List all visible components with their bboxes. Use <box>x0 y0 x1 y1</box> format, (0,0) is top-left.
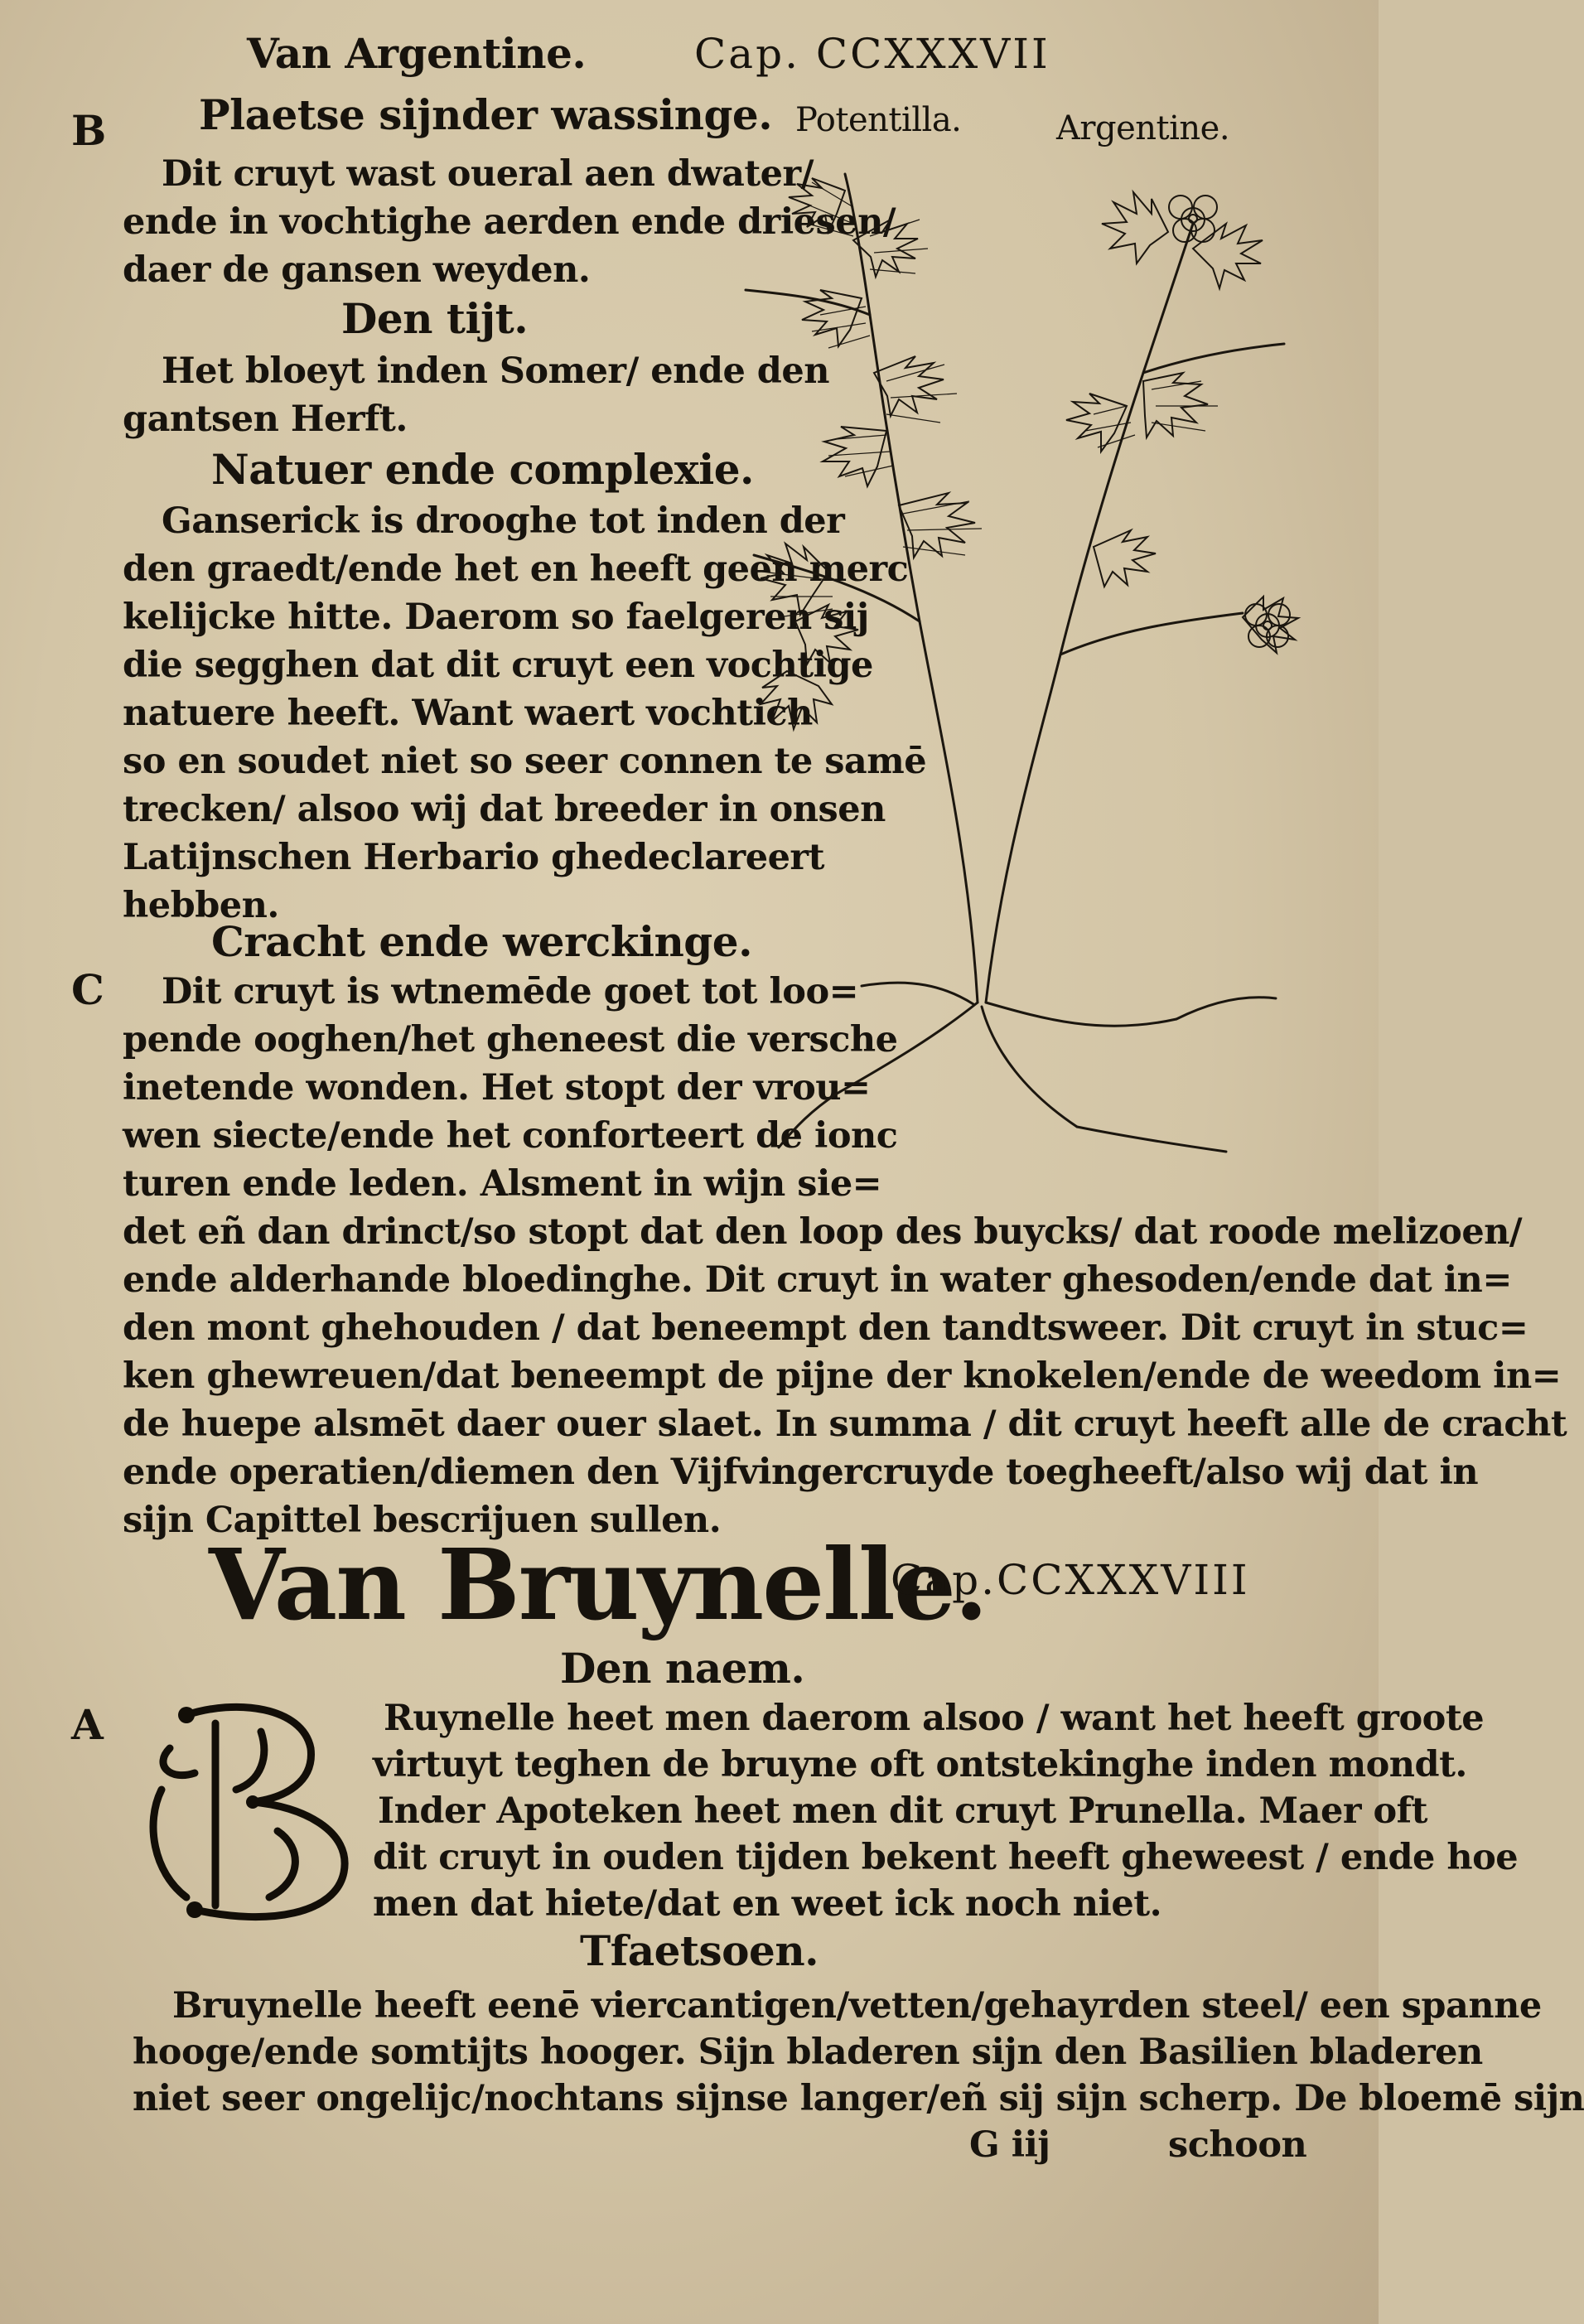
plant-latin-name: Potentilla. <box>795 101 962 139</box>
plant-woodcut-illustration <box>729 157 1301 1168</box>
nature-line: den graedt/ende het en heeft geen merc <box>123 548 909 590</box>
section-title: Van Bruynelle. <box>209 1527 987 1642</box>
name-line: Inder Apoteken heet men dit cruyt Prunella. Maer oft <box>378 1790 1428 1832</box>
place-line: ende in vochtighe aerden ende driesen/ <box>123 201 896 243</box>
nature-line: hebben. <box>123 885 279 926</box>
plant-vernacular-name: Argentine. <box>1056 109 1230 147</box>
place-line: daer de gansen weyden. <box>123 249 591 291</box>
shape-line: Bruynelle heeft eenē viercantigen/vetten/gehayrden steel/ een spanne <box>172 1985 1542 2027</box>
nature-line: Latijnschen Herbario ghedeclareert <box>123 837 824 878</box>
decorated-initial-glyph <box>137 1690 369 1930</box>
name-line: dit cruyt in ouden tijden bekent heeft gheweest / ende hoe <box>373 1837 1519 1878</box>
power-line: inetende wonden. Het stopt der vrou= <box>123 1067 871 1109</box>
heading-shape: Tfaetsoen. <box>580 1926 819 1975</box>
section-chapter-number: Cap.CCXXXVIII <box>891 1556 1250 1604</box>
margin-letter-b: B <box>71 106 107 155</box>
name-line: men dat hiete/dat en weet ick noch niet. <box>373 1883 1162 1925</box>
heading-place: Plaetse sijnder wassinge. <box>199 90 773 139</box>
heading-nature: Natuer ende complexie. <box>211 445 754 494</box>
shape-line: niet seer ongelijc/nochtans sijnse langer/eñ sij sijn scherp. De bloemē sijn <box>133 2078 1584 2119</box>
margin-letter-a: A <box>71 1700 104 1749</box>
place-line: Dit cruyt wast oueral aen dwater/ <box>162 153 814 195</box>
nature-line: so en soudet niet so seer connen te samē <box>123 741 927 782</box>
power-line: ken ghewreuen/dat beneempt de pijne der knokelen/ende de weedom in= <box>123 1355 1562 1397</box>
heading-time: Den tijt. <box>341 294 529 343</box>
nature-line: kelijcke hitte. Daerom so faelgeren sij <box>123 597 869 638</box>
power-line: ende operatien/diemen den Vijfvingercruyde toegheeft/also wij dat in <box>123 1452 1479 1493</box>
heading-power: Cracht ende werckinge. <box>211 917 752 966</box>
margin-letter-c: C <box>71 965 104 1014</box>
time-line: Het bloeyt inden Somer/ ende den <box>162 350 829 392</box>
name-line: Ruynelle heet men daerom alsoo / want het heeft groote <box>384 1698 1485 1739</box>
power-line: ende alderhande bloedinghe. Dit cruyt in water ghesoden/ende dat in= <box>123 1259 1512 1301</box>
power-line: den mont ghehouden / dat beneempt den tandtsweer. Dit cruyt in stuc= <box>123 1307 1528 1349</box>
power-line: pende ooghen/het gheneest die versche <box>123 1019 898 1061</box>
signature-mark: G iij <box>969 2124 1050 2166</box>
nature-line: natuere heeft. Want waert vochtich <box>123 693 813 734</box>
running-title: Van Argentine. <box>247 29 587 78</box>
time-line: gantsen Herft. <box>123 399 408 440</box>
power-line: Dit cruyt is wtnemēde goet tot loo= <box>162 971 859 1012</box>
power-line: wen siecte/ende het conforteert de ionc <box>123 1115 898 1157</box>
power-line: det eñ dan drinct/so stopt dat den loop des buycks/ dat roode melizoen/ <box>123 1211 1523 1253</box>
heading-name: Den naem. <box>560 1644 805 1693</box>
chapter-number: Cap. CCXXXVII <box>694 30 1050 78</box>
power-line: de huepe alsmēt daer ouer slaet. In summa / dit cruyt heeft alle de cracht <box>123 1404 1567 1445</box>
power-line: turen ende leden. Alsment in wijn sie= <box>123 1163 882 1205</box>
shape-line: hooge/ende somtijts hooger. Sijn bladeren sijn den Basilien bladeren <box>133 2032 1483 2073</box>
power-line: sijn Capittel bescrijuen sullen. <box>123 1500 722 1541</box>
nature-line: trecken/ alsoo wij dat breeder in onsen <box>123 789 886 830</box>
name-line: virtuyt teghen de bruyne oft ontstekinghe inden mondt. <box>373 1744 1467 1785</box>
decorated-initial-b <box>137 1690 369 1930</box>
catchword: schoon <box>1168 2124 1307 2166</box>
nature-line: die segghen dat dit cruyt een vochtige <box>123 645 873 686</box>
nature-line: Ganserick is drooghe tot inden der <box>162 500 845 542</box>
